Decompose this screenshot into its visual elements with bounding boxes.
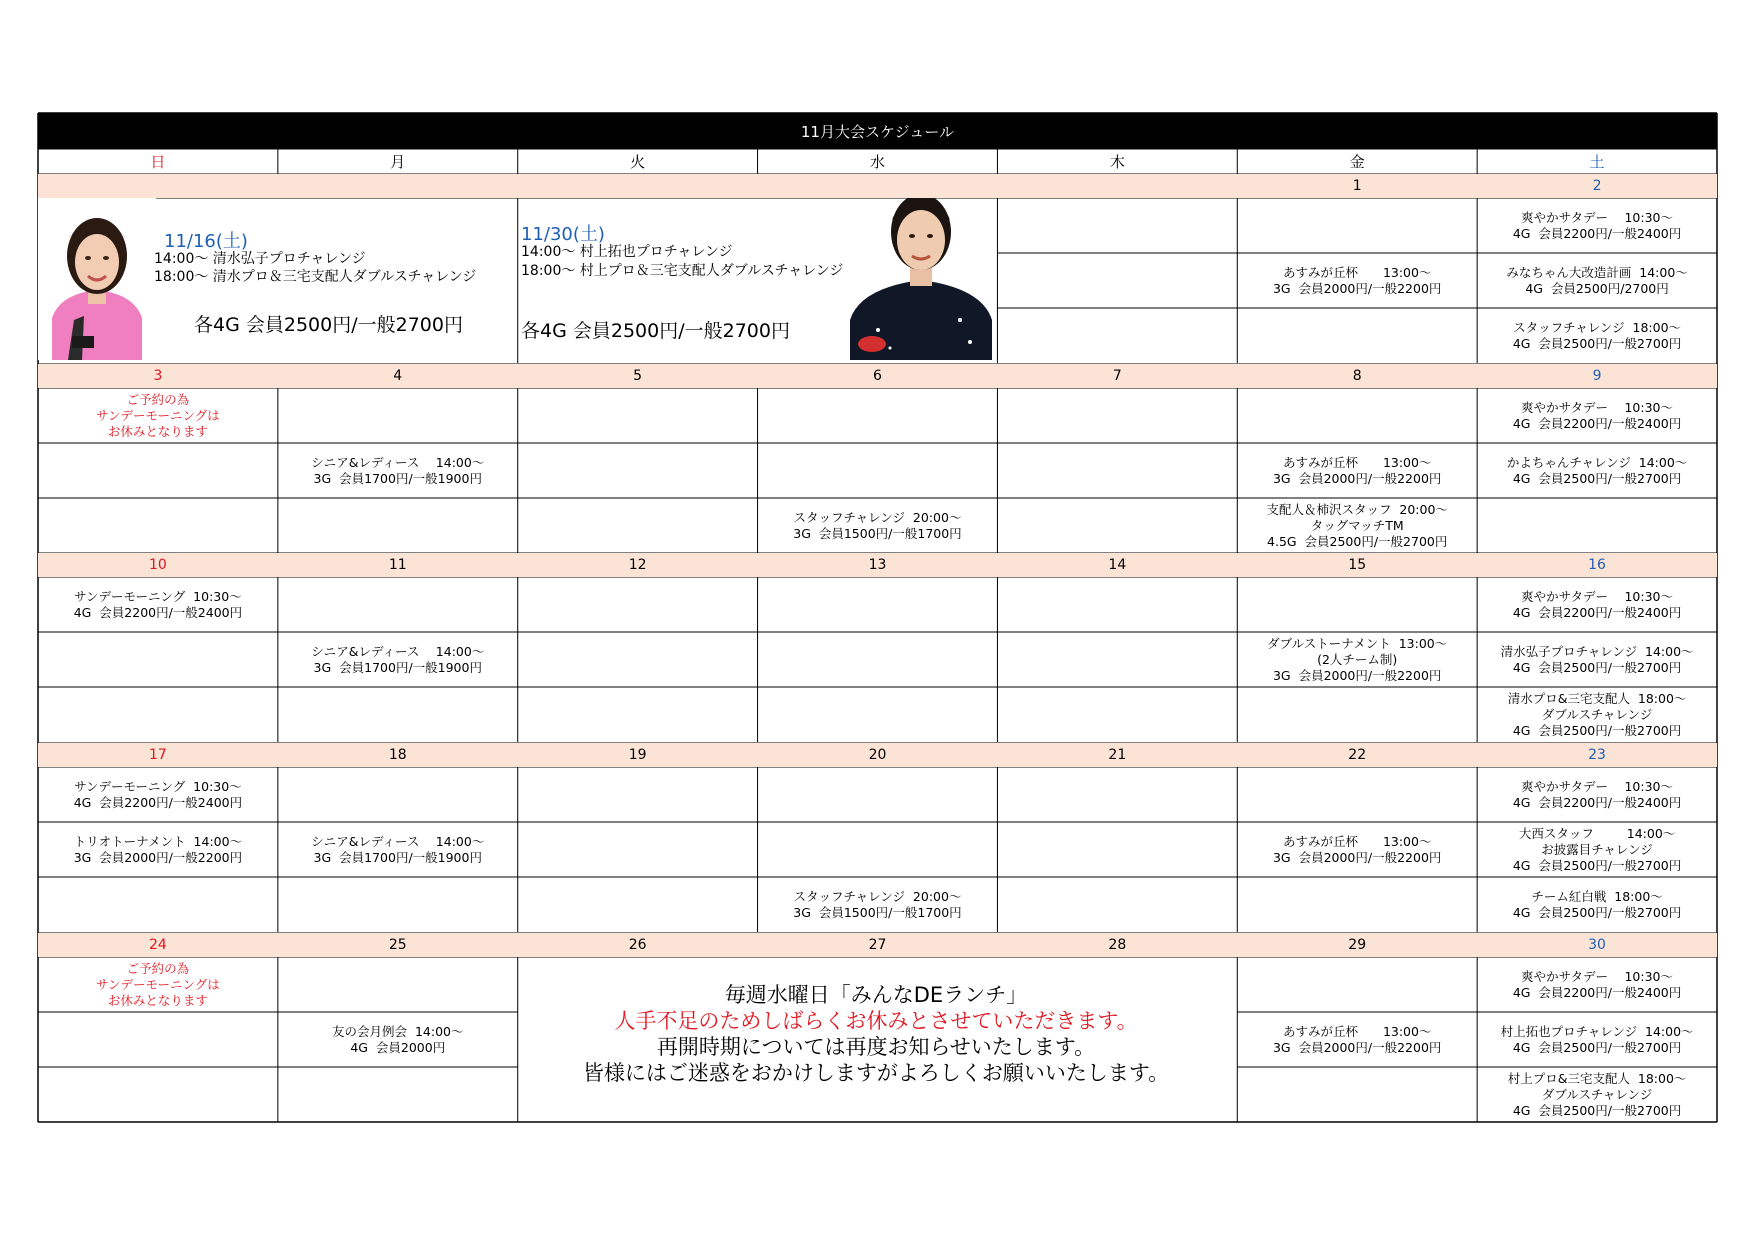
event-entry	[38, 822, 278, 877]
date-cell: 11	[278, 553, 518, 577]
event-line: 3G 会員1700円/一般1900円	[313, 849, 482, 865]
event-line: 3G 会員2000円/一般2200円	[1272, 280, 1442, 296]
weekday-header: 金	[1349, 153, 1365, 171]
lunch-notice	[517, 982, 1235, 1086]
date-cell: 21	[997, 743, 1237, 767]
event-line: 3G 会員2000円/一般2200円	[73, 849, 243, 865]
weekday-header: 月	[390, 153, 406, 171]
date-cell	[997, 174, 1237, 198]
promo-shimizu-date: 11/16(土)	[164, 231, 248, 252]
event-line: 4G 会員2000円	[350, 1039, 446, 1055]
event-line: あすみが丘杯 13:00～	[1282, 1023, 1432, 1039]
event-line: 3G 会員1500円/一般1700円	[793, 904, 962, 920]
date-cell: 19	[518, 743, 758, 767]
event-line: あすみが丘杯 13:00～	[1282, 833, 1432, 849]
date-cell: 6	[758, 364, 998, 388]
date-cell	[278, 174, 518, 198]
event-entry	[1477, 632, 1717, 687]
promo-shimizu-line1: 14:00～ 清水弘子プロチャレンジ	[154, 251, 366, 267]
event-line: スタッフチャレンジ 20:00～	[793, 509, 962, 525]
event-line: 4G 会員2200円/一般2400円	[73, 604, 243, 620]
event-line: みなちゃん大改造計画 14:00～	[1506, 264, 1688, 280]
weekday-header: 水	[869, 153, 885, 171]
event-line: 4.5G 会員2500円/一般2700円	[1267, 533, 1448, 549]
event-line: お休みとなります	[107, 992, 208, 1008]
event-line: 3G 会員2000円/一般2200円	[1272, 667, 1442, 683]
event-line: 4G 会員2500円/一般2700円	[1512, 470, 1682, 486]
event-line: 爽やかサタデー 10:30～	[1521, 588, 1673, 604]
event-line: 4G 会員2200円/一般2400円	[73, 794, 243, 810]
event-line: 爽やかサタデー 10:30～	[1521, 399, 1673, 415]
date-cell: 25	[278, 933, 518, 957]
event-line: サンデーモーニング 10:30～	[74, 588, 242, 604]
event-line: サンデーモーニングは	[96, 407, 220, 423]
date-cell: 4	[278, 364, 518, 388]
event-line: 爽やかサタデー 10:30～	[1521, 778, 1673, 794]
event-entry	[1237, 498, 1477, 553]
event-line: 3G 会員2000円/一般2200円	[1272, 1039, 1442, 1055]
date-cell: 26	[518, 933, 758, 957]
event-entry	[278, 822, 518, 877]
event-entry	[278, 632, 518, 687]
weekday-header: 土	[1589, 153, 1605, 171]
date-cell	[38, 174, 278, 198]
notice-line-1: 毎週水曜日「みんなDEランチ」	[724, 983, 1028, 1007]
event-line: 4G 会員2500円/一般2700円	[1512, 904, 1682, 920]
event-line: シニア&レディース 14:00～	[311, 454, 485, 470]
event-entry	[1477, 767, 1717, 822]
date-cell: 22	[1237, 743, 1477, 767]
event-line: スタッフチャレンジ 18:00～	[1513, 319, 1682, 335]
event-line: 支配人＆柿沢スタッフ 20:00～	[1266, 501, 1448, 517]
event-line: 村上拓也プロチャレンジ 14:00～	[1500, 1023, 1694, 1039]
event-line: サンデーモーニングは	[96, 976, 220, 992]
event-entry	[1237, 632, 1477, 687]
event-entry	[1237, 443, 1477, 498]
event-entry	[1477, 198, 1717, 253]
date-cell: 23	[1477, 743, 1717, 767]
event-line: 4G 会員2500円/一般2700円	[1512, 335, 1682, 351]
promo-shimizu-price: 各4G 会員2500円/一般2700円	[194, 314, 463, 336]
date-cell: 24	[38, 933, 278, 957]
event-entry	[1477, 577, 1717, 632]
date-cell: 13	[758, 553, 998, 577]
date-cell: 27	[758, 933, 998, 957]
event-line: 村上プロ&三宅支配人 18:00～	[1507, 1070, 1687, 1086]
date-cell: 9	[1477, 364, 1717, 388]
date-cell: 28	[997, 933, 1237, 957]
event-line: ダブルストーナメント 13:00～	[1267, 635, 1448, 651]
promo-murakami-line1: 14:00～ 村上拓也プロチャレンジ	[521, 244, 733, 260]
event-line: お休みとなります	[107, 423, 208, 439]
notice-line-2: 人手不足のためしばらくお休みとさせていただきます。	[614, 1009, 1138, 1033]
event-entry	[1237, 1012, 1477, 1067]
event-line: 清水弘子プロチャレンジ 14:00～	[1500, 643, 1694, 659]
event-entry	[1477, 822, 1717, 877]
date-cell: 16	[1477, 553, 1717, 577]
event-line: 友の会月例会 14:00～	[332, 1023, 464, 1039]
event-entry	[1477, 1067, 1717, 1122]
event-entry	[278, 443, 518, 498]
event-entry	[38, 767, 278, 822]
notice-line-3: 再開時期については再度お知らせいたします。	[656, 1035, 1096, 1059]
event-entry	[1477, 877, 1717, 932]
event-line: トリオトーナメント 14:00～	[73, 833, 243, 849]
date-cell: 29	[1237, 933, 1477, 957]
promo-murakami-line2: 18:00～ 村上プロ＆三宅支配人ダブルスチャレンジ	[521, 263, 844, 279]
event-entry	[1477, 388, 1717, 443]
date-cell: 7	[997, 364, 1237, 388]
event-line: 3G 会員1700円/一般1900円	[313, 470, 482, 486]
date-cell: 14	[997, 553, 1237, 577]
event-line: ご予約の為	[126, 391, 190, 407]
event-entry	[758, 877, 998, 932]
event-line: 3G 会員1500円/一般1700円	[793, 525, 962, 541]
event-entry	[38, 577, 278, 632]
event-line: ダブルスチャレンジ	[1541, 1086, 1653, 1102]
date-cell: 17	[38, 743, 278, 767]
event-line: チーム紅白戦 18:00～	[1531, 888, 1663, 904]
event-line: 大西スタッフ 14:00～	[1518, 825, 1676, 841]
date-cell: 10	[38, 553, 278, 577]
date-cell: 15	[1237, 553, 1477, 577]
date-cell: 3	[38, 364, 278, 388]
date-cell: 12	[518, 553, 758, 577]
event-line: 4G 会員2500円/2700円	[1525, 280, 1669, 296]
promo-shimizu	[38, 198, 514, 360]
date-cell: 18	[278, 743, 518, 767]
event-entry	[758, 498, 998, 553]
event-entry	[1237, 253, 1477, 308]
event-line: あすみが丘杯 13:00～	[1282, 454, 1432, 470]
weekday-header: 日	[150, 153, 166, 171]
event-line: 4G 会員2500円/一般2700円	[1512, 659, 1682, 675]
event-line: かよちゃんチャレンジ 14:00～	[1506, 454, 1688, 470]
date-cell	[758, 174, 998, 198]
event-entry	[1237, 822, 1477, 877]
promo-murakami	[517, 198, 993, 360]
event-line: スタッフチャレンジ 20:00～	[793, 888, 962, 904]
event-entry	[1477, 253, 1717, 308]
event-line: 清水プロ&三宅支配人 18:00～	[1507, 690, 1687, 706]
event-entry	[1477, 443, 1717, 498]
date-cell: 2	[1477, 174, 1717, 198]
event-line: 爽やかサタデー 10:30～	[1521, 968, 1673, 984]
date-cell: 1	[1237, 174, 1477, 198]
event-line: あすみが丘杯 13:00～	[1282, 264, 1432, 280]
event-line: タッグマッチTM	[1310, 517, 1404, 533]
event-entry	[1477, 308, 1717, 363]
notice-line-4: 皆様にはご迷惑をおかけしますがよろしくお願いいたします。	[582, 1061, 1170, 1085]
event-line: 4G 会員2200円/一般2400円	[1512, 604, 1682, 620]
promo-shimizu-line2: 18:00～ 清水プロ＆三宅支配人ダブルスチャレンジ	[154, 269, 477, 285]
event-entry	[278, 1012, 518, 1067]
event-entry	[1477, 957, 1717, 1012]
schedule-title: 11月大会スケジュール	[38, 113, 1717, 149]
event-line: ダブルスチャレンジ	[1541, 706, 1653, 722]
event-line: 爽やかサタデー 10:30～	[1521, 209, 1673, 225]
event-line: 3G 会員2000円/一般2200円	[1272, 849, 1442, 865]
event-line: 4G 会員2200円/一般2400円	[1512, 984, 1682, 1000]
weekday-header: 木	[1109, 153, 1125, 171]
event-entry	[38, 388, 278, 443]
event-line: 4G 会員2500円/一般2700円	[1512, 1039, 1682, 1055]
event-entry	[1477, 1012, 1717, 1067]
event-line: シニア&レディース 14:00～	[311, 833, 485, 849]
event-line: 3G 会員2000円/一般2200円	[1272, 470, 1442, 486]
woman-pro-bowler-photo	[38, 198, 156, 360]
event-line: お披露目チャレンジ	[1541, 841, 1653, 857]
event-line: ご予約の為	[126, 960, 190, 976]
date-cell	[518, 174, 758, 198]
date-cell: 20	[758, 743, 998, 767]
event-line: 4G 会員2200円/一般2400円	[1512, 225, 1682, 241]
date-cell: 5	[518, 364, 758, 388]
event-line: シニア&レディース 14:00～	[311, 643, 485, 659]
event-line: 4G 会員2500円/一般2700円	[1512, 1102, 1682, 1118]
event-entry	[1477, 687, 1717, 742]
event-line: 4G 会員2500円/一般2700円	[1512, 722, 1682, 738]
event-line: 4G 会員2200円/一般2400円	[1512, 415, 1682, 431]
man-pro-bowler-photo	[850, 198, 992, 360]
event-line: (2人チーム制)	[1317, 651, 1398, 667]
promo-murakami-price: 各4G 会員2500円/一般2700円	[521, 320, 790, 342]
event-line: 3G 会員1700円/一般1900円	[313, 659, 482, 675]
promo-murakami-date: 11/30(土)	[521, 224, 605, 245]
event-entry	[38, 957, 278, 1012]
event-line: サンデーモーニング 10:30～	[74, 778, 242, 794]
event-line: 4G 会員2200円/一般2400円	[1512, 794, 1682, 810]
weekday-header: 火	[630, 153, 646, 171]
event-line: 4G 会員2500円/一般2700円	[1512, 857, 1682, 873]
date-cell: 8	[1237, 364, 1477, 388]
date-cell: 30	[1477, 933, 1717, 957]
